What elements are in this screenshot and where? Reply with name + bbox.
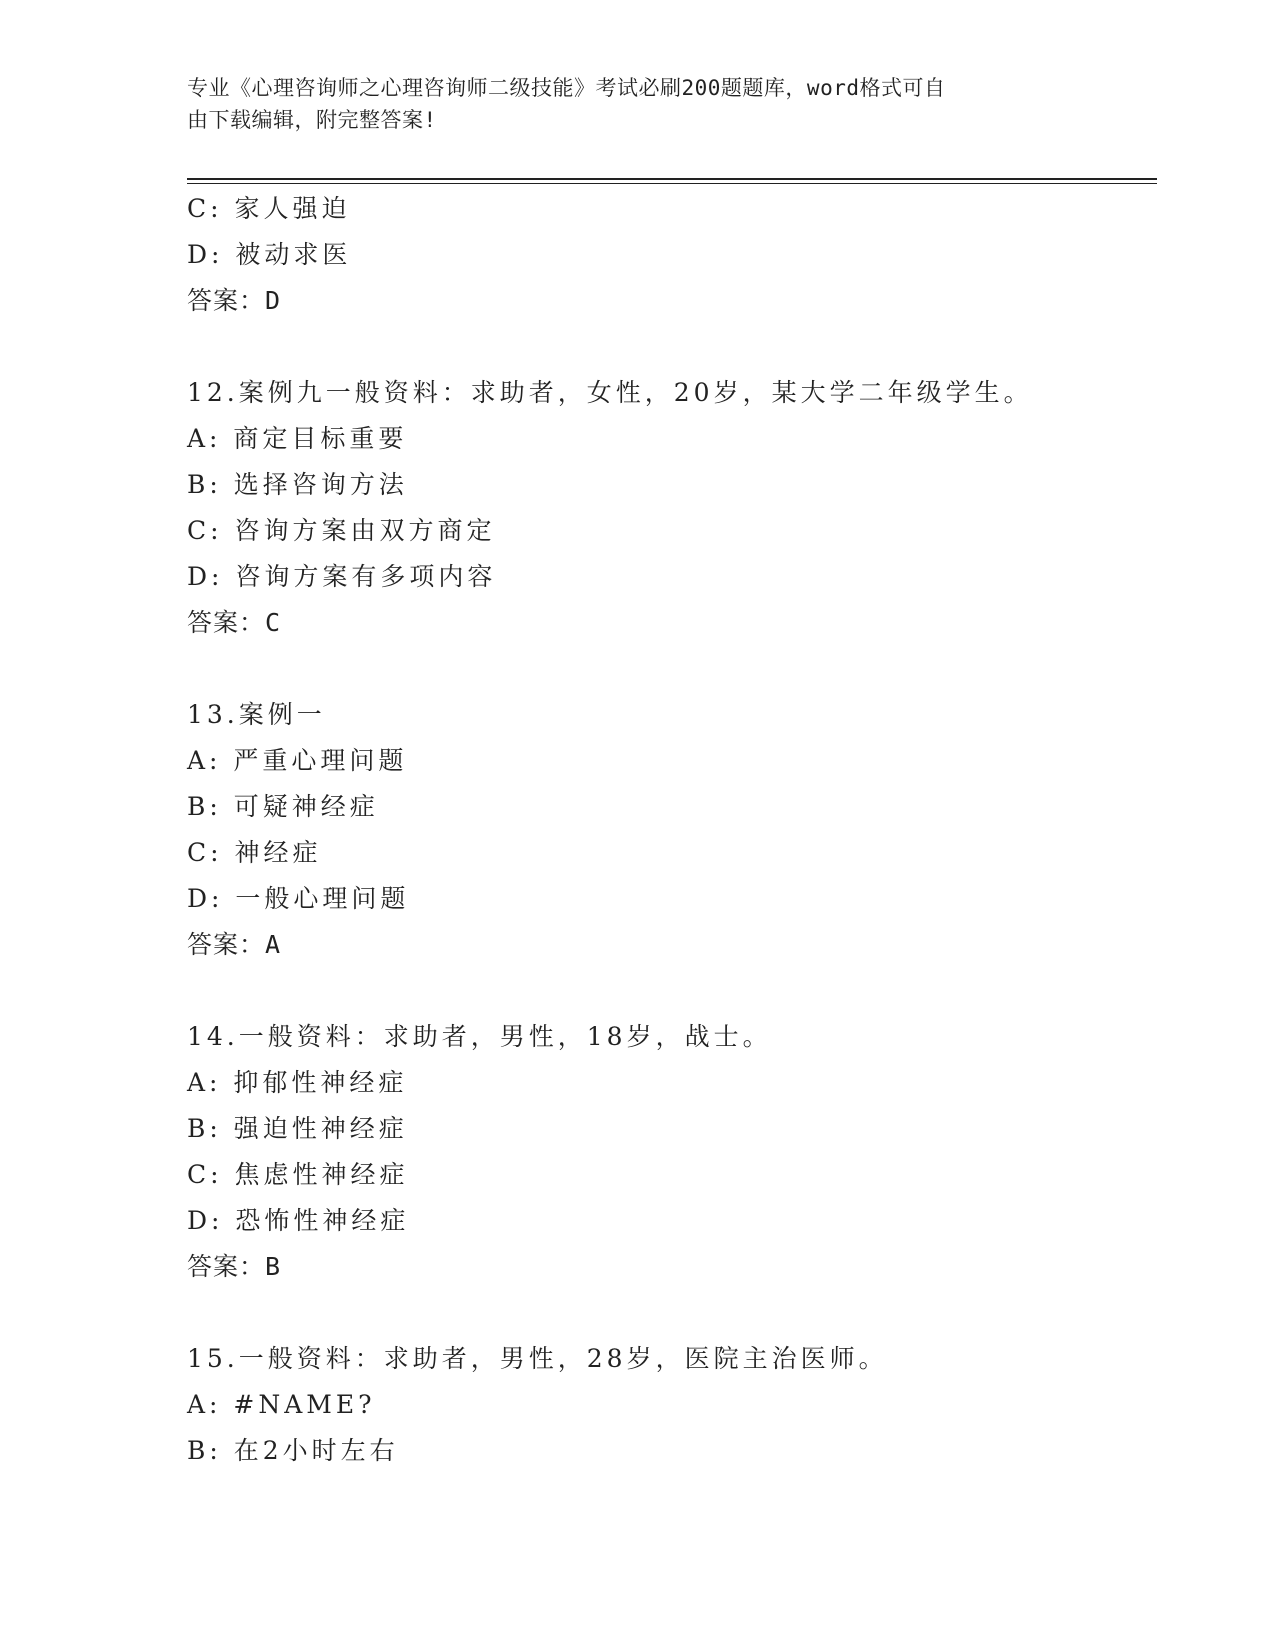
question-block-15 [187,1336,1147,1474]
question-stem: 14.一般资料：求助者，男性，18岁，战士。 [187,1022,772,1051]
document-header [187,72,1067,136]
document-body [187,186,1147,1474]
option-d: D: 恐怖性神经症 [187,1206,410,1235]
option-a: A: 商定目标重要 [187,424,408,453]
question-block-13 [187,692,1147,968]
header-divider-thick [187,178,1157,180]
question-block-14 [187,1014,1147,1290]
option-a: A: 抑郁性神经症 [187,1068,408,1097]
answer-line: 答案：D [187,286,282,315]
option-c: C: 神经症 [187,838,322,867]
option-c: C: 焦虑性神经症 [187,1160,409,1189]
question-block-11-continued [187,186,1147,324]
option-c: C: 家人强迫 [187,194,351,223]
option-d: D: 被动求医 [187,240,352,269]
option-a: A: #NAME? [187,1390,376,1419]
option-b: B: 强迫性神经症 [187,1114,408,1143]
header-divider-thin [187,183,1157,184]
option-b: B: 选择咨询方法 [187,470,408,499]
answer-line: 答案：B [187,1252,282,1281]
option-b: B: 在2小时左右 [187,1436,399,1465]
answer-line: 答案：A [187,930,282,959]
option-d: D: 咨询方案有多项内容 [187,562,497,591]
question-stem: 13.案例一 [187,700,326,729]
answer-line: 答案：C [187,608,282,637]
option-c: C: 咨询方案由双方商定 [187,516,496,545]
question-stem: 15.一般资料：求助者，男性，28岁，医院主治医师。 [187,1344,888,1373]
header-line-1: 专业《心理咨询师之心理咨询师二级技能》考试必刷200题题库，word格式可自 [187,76,946,100]
question-block-12 [187,370,1147,646]
header-line-2: 由下载编辑，附完整答案! [187,108,437,132]
option-a: A: 严重心理问题 [187,746,408,775]
option-d: D: 一般心理问题 [187,884,410,913]
question-stem: 12.案例九一般资料：求助者，女性，20岁，某大学二年级学生。 [187,378,1033,407]
option-b: B: 可疑神经症 [187,792,379,821]
